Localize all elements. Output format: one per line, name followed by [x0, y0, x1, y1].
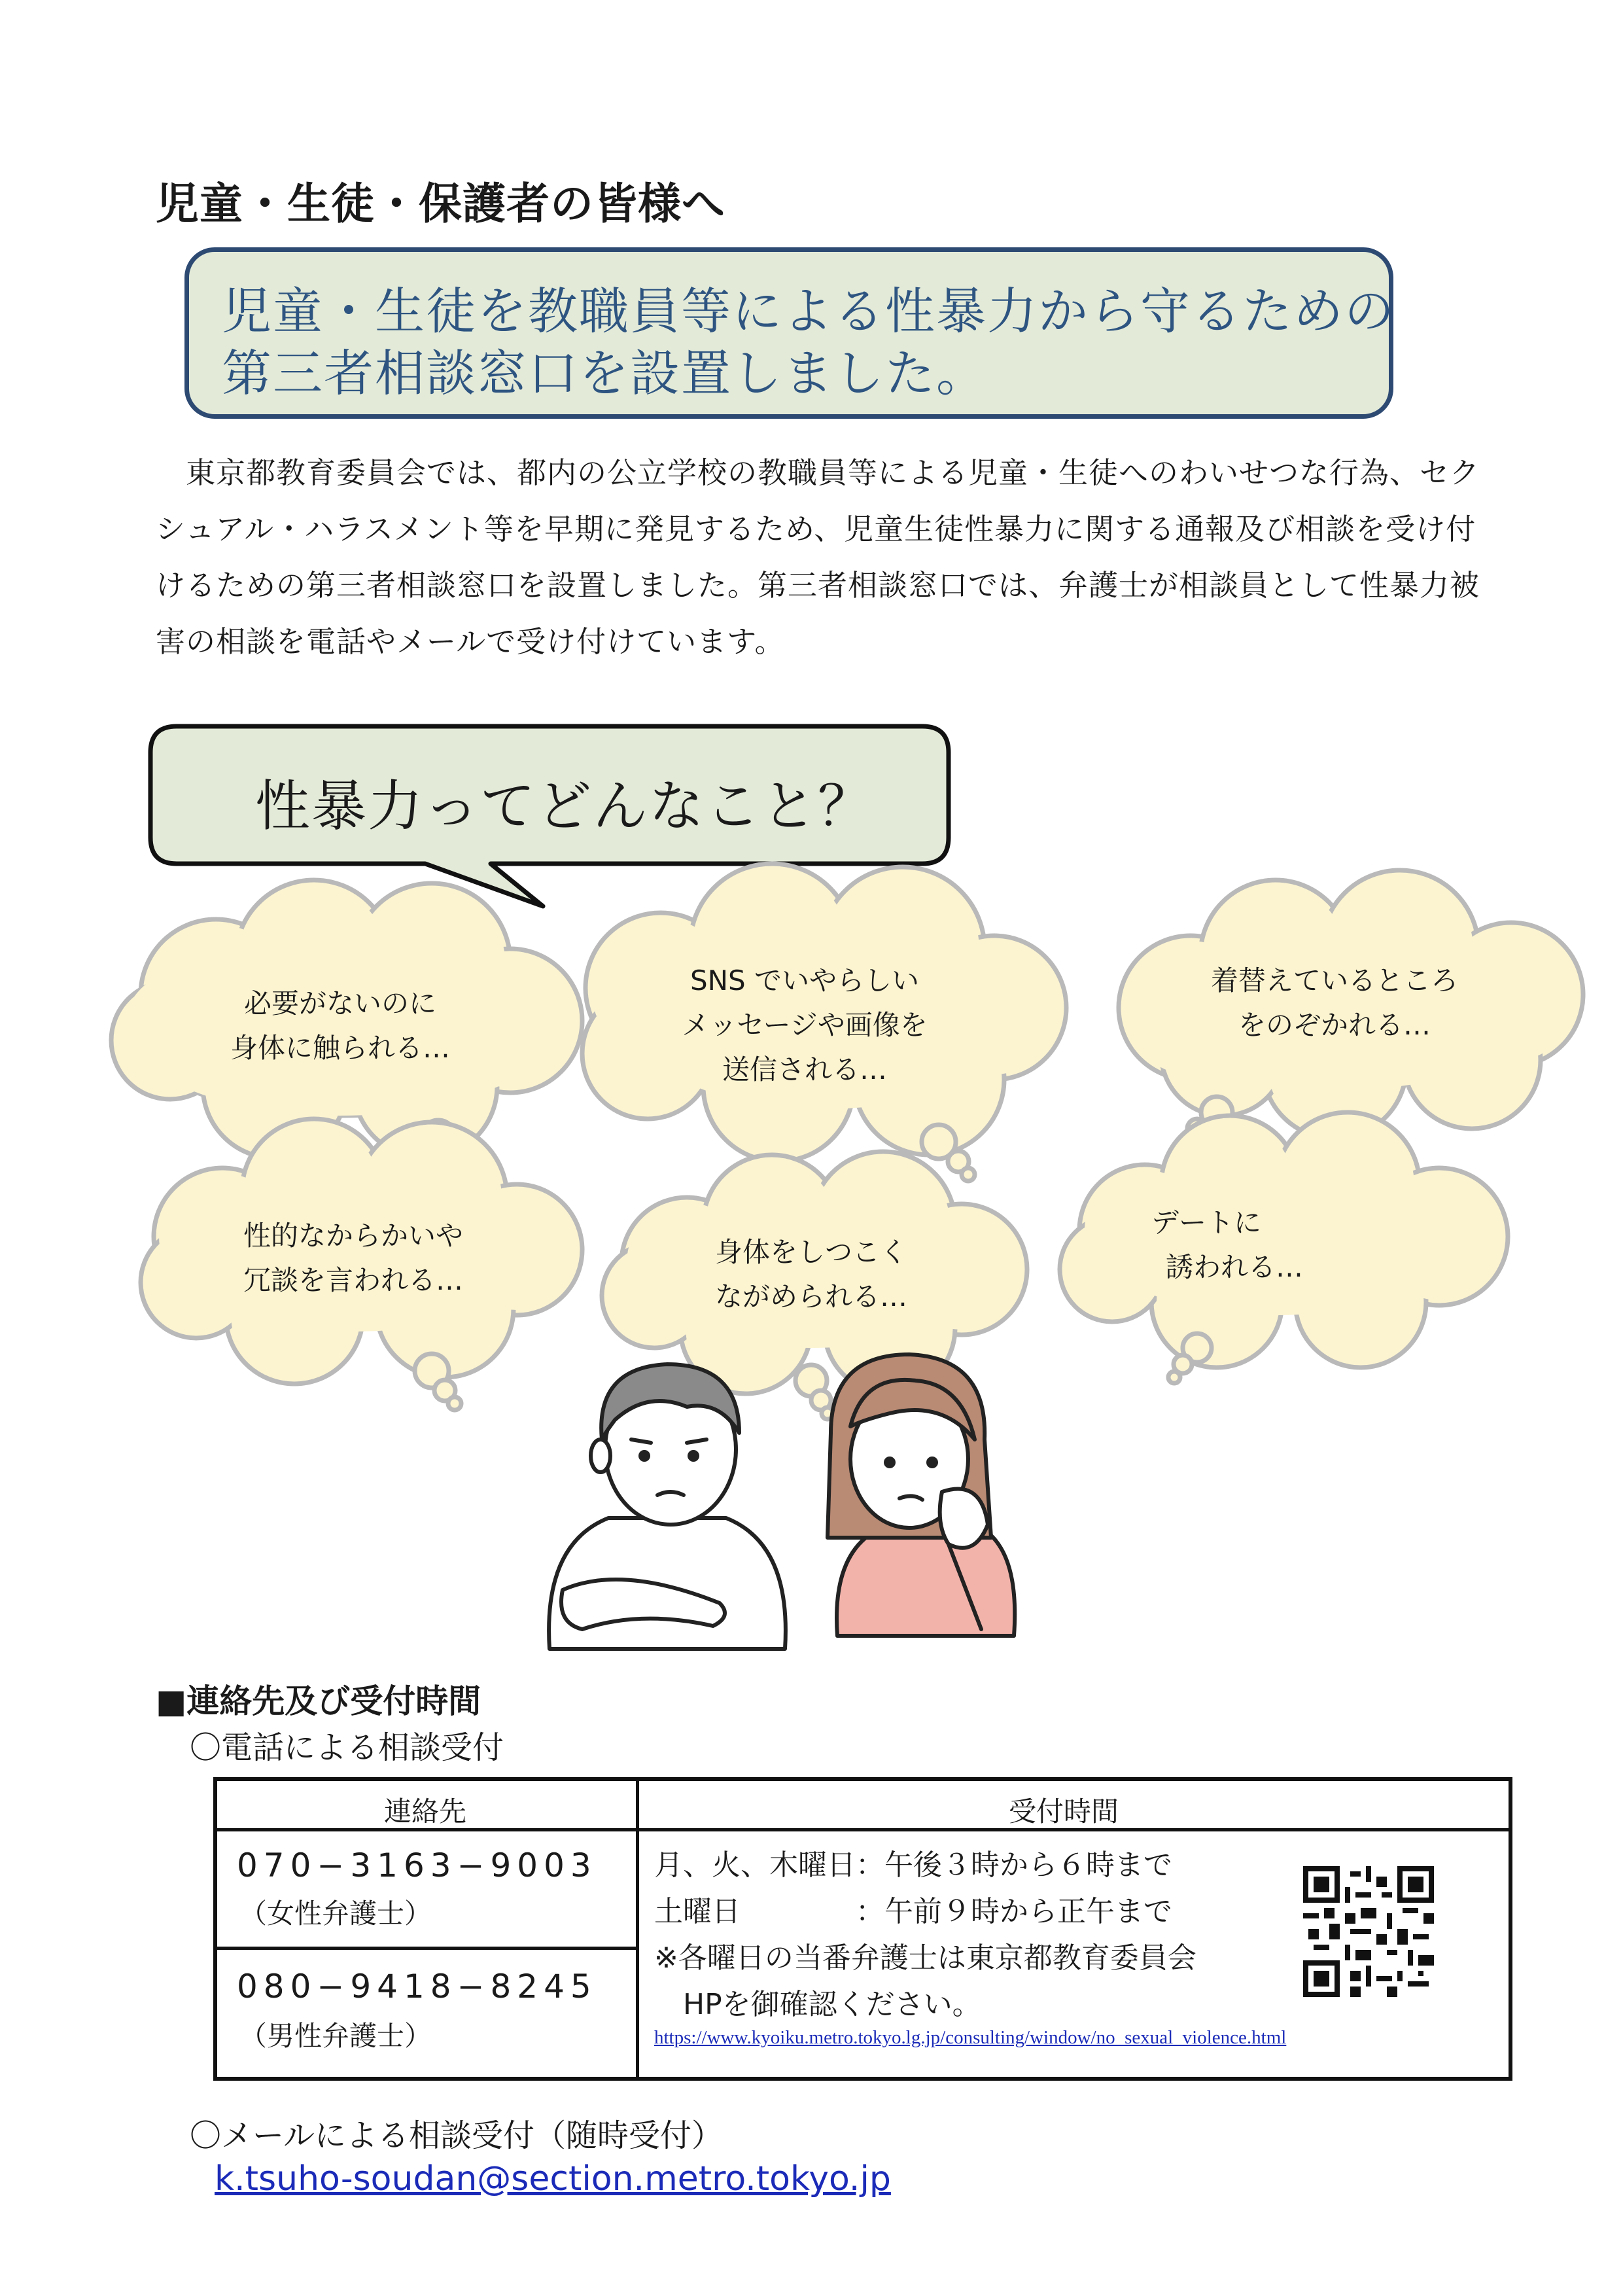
- example-line: 送信される…: [722, 1053, 887, 1086]
- hours-line: 土曜日 ：午前９時から正午まで: [654, 1895, 1172, 1928]
- headline-line-1: 児童・生徒を教職員等による性暴力から守るための: [222, 282, 1395, 340]
- example-cloud-3: [1191, 959, 1478, 1048]
- example-line: をのぞかれる…: [1238, 1009, 1431, 1041]
- example-cloud-4: [222, 1214, 484, 1303]
- example-cloud-1: [209, 981, 471, 1070]
- hp-url-link[interactable]: https://www.kyoiku.metro.tokyo.lg.jp/consulting/window/no_sexual_violence.html: [654, 2027, 1287, 2048]
- girl-figure: [828, 1354, 1015, 1636]
- phone-label-female: （女性弁護士）: [239, 1898, 432, 1930]
- example-line: 誘われる…: [1166, 1251, 1304, 1283]
- phone-subheading: 〇電話による相談受付: [190, 1729, 504, 1766]
- contact-table: [213, 1777, 1512, 2081]
- intro-line: 害の相談を電話やメールで受け付けています。: [156, 624, 785, 659]
- example-line: ながめられる…: [714, 1280, 907, 1313]
- example-line: 身体に触られる…: [230, 1032, 450, 1064]
- example-line: 必要がないのに: [243, 987, 436, 1019]
- intro-line: 東京都教育委員会では、都内の公立学校の教職員等による児童・生徒へのわいせつな行為、セク: [156, 455, 1480, 490]
- example-line: メッセージや画像を: [682, 1009, 928, 1041]
- phone-number-male[interactable]: 080−9418−8245: [237, 1968, 597, 2005]
- hours-note: HPを御確認ください。: [654, 1988, 981, 2021]
- example-cloud-2: [661, 959, 949, 1092]
- question-text: 性暴力ってどんなこと？: [255, 774, 875, 838]
- headline-line-2: 第三者相談窓口を設置しました。: [222, 344, 987, 402]
- hours-note: ※各曜日の当番弁護士は東京都教育委員会: [654, 1941, 1196, 1975]
- example-line: 冗談を言われる…: [243, 1264, 463, 1296]
- hours-line: 月、火、木曜日：午後３時から６時まで: [654, 1848, 1172, 1882]
- intro-line: シュアル・ハラスメント等を早期に発見するため、児童生徒性暴力に関する通報及び相談を受け付: [156, 512, 1476, 546]
- intro-line: けるための第三者相談窓口を設置しました。第三者相談窓口では、弁護士が相談員として性暴力被: [156, 568, 1480, 603]
- header-contact: 連絡先: [384, 1795, 467, 1828]
- header-hours: 受付時間: [1009, 1795, 1119, 1828]
- example-cloud-6: [1151, 1201, 1361, 1290]
- example-line: SNS でいやらしい: [689, 964, 920, 997]
- example-line: 身体をしつこく: [714, 1236, 907, 1268]
- example-line: 着替えているところ: [1210, 964, 1458, 997]
- qr-code-icon[interactable]: [1303, 1866, 1434, 1997]
- phone-number-female[interactable]: 070−3163−9003: [237, 1846, 597, 1884]
- worried-people-illustration: [523, 1328, 1034, 1675]
- contact-heading: ■連絡先及び受付時間: [156, 1682, 481, 1720]
- example-line: 性的なからかいや: [243, 1220, 463, 1252]
- boy-figure: [549, 1364, 786, 1649]
- email-link[interactable]: k.tsuho-soudan@section.metro.tokyo.jp: [215, 2159, 891, 2199]
- audience-heading: 児童・生徒・保護者の皆様へ: [156, 179, 725, 229]
- phone-label-male: （男性弁護士）: [239, 2020, 432, 2052]
- example-line: デートに: [1151, 1207, 1262, 1239]
- example-cloud-5: [693, 1230, 929, 1319]
- mail-subheading: 〇メールによる相談受付（随時受付）: [190, 2117, 724, 2154]
